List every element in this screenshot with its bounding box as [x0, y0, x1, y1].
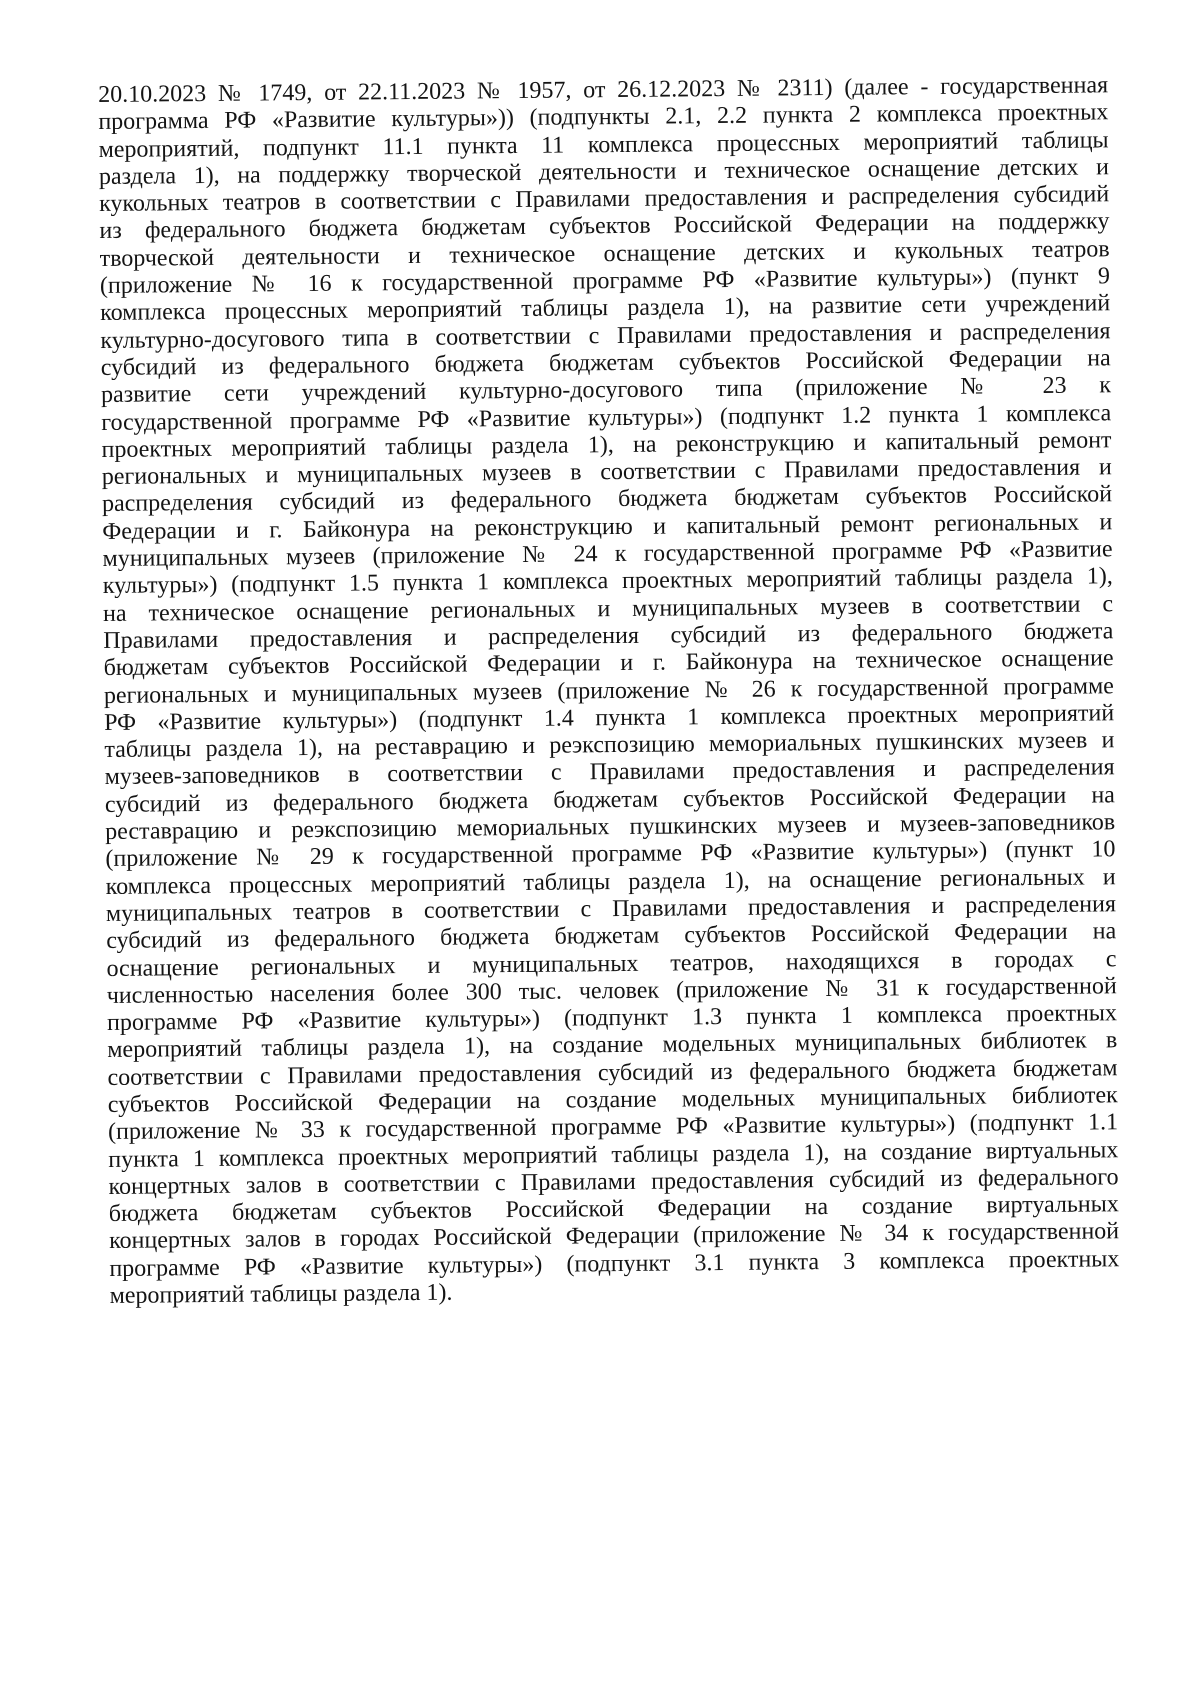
text-line: соответствии с Правилами предоставления субсидий из федерального бюджета бюджетам	[107, 1054, 1118, 1091]
text-line: субъектов Российской Федерации на создание модельных муниципальных библиотек	[107, 1082, 1118, 1118]
text-line: численностью населения более 300 тыс. человек (приложение № 31 к государственной	[106, 973, 1117, 1009]
text-line: субсидий из федерального бюджета бюджетам субъектов Российской Федерации на	[106, 918, 1117, 955]
text-line: субсидий из федерального бюджета бюджетам субъектов Российской Федерации на	[104, 781, 1116, 818]
text-line: Федерации и г. Байконура на реконструкцию и капитальный ремонт региональных и	[102, 509, 1113, 545]
text-line: концертных залов в городах Российской Федерации (приложение № 34 к государственной	[109, 1218, 1120, 1255]
text-line: кукольных театров в соответствии с Правилами предоставления и распределения субсидий	[99, 181, 1110, 218]
text-line: (приложение № 16 к государственной программе РФ «Развитие культуры») (пункт 9	[99, 263, 1111, 300]
text-line: (приложение № 33 к государственной программе РФ «Развитие культуры») (подпункт 1.1	[107, 1109, 1119, 1146]
text-line: субсидий из федерального бюджета бюджетам субъектов Российской Федерации на	[100, 345, 1111, 381]
text-line: региональных и муниципальных музеев в соответствии с Правилами предоставления и	[101, 454, 1112, 491]
text-line: культуры») (подпункт 1.5 пункта 1 комплекса проектных мероприятий таблицы раздела 1),	[102, 563, 1113, 600]
body-text	[98, 72, 1120, 1310]
text-line: бюджета бюджетам субъектов Российской Федерации на создание виртуальных	[108, 1191, 1119, 1228]
text-line: концертных залов в соответствии с Правилами предоставления субсидий из федерального	[108, 1164, 1119, 1200]
text-line: пункта 1 комплекса проектных мероприятий таблицы раздела 1), на создание виртуальных	[108, 1136, 1119, 1173]
text-line: оснащение региональных и муниципальных театров, находящихся в городах с	[106, 945, 1117, 982]
text-line: мероприятий, подпункт 11.1 пункта 11 комплекса процессных мероприятий таблицы	[98, 126, 1109, 163]
text-line: реставрацию и реэкспозицию мемориальных пушкинских музеев и музеев-заповедников	[105, 809, 1116, 845]
text-line: государственной программе РФ «Развитие культуры») (подпункт 1.2 пункта 1 комплекса	[101, 399, 1112, 436]
text-line: мероприятий таблицы раздела 1).	[109, 1279, 453, 1310]
text-line: мероприятий таблицы раздела 1), на создание модельных муниципальных библиотек в	[107, 1027, 1118, 1064]
text-line: 20.10.2023 № 1749, от 22.11.2023 № 1957, от 26.12.2023 № 2311) (далее - государственная	[98, 72, 1109, 108]
text-line: культурно-досугового типа в соответствии с Правилами предоставления и распределения	[100, 317, 1111, 354]
text-line: из федерального бюджета бюджетам субъектов Российской Федерации на поддержку	[99, 208, 1110, 245]
text-line: творческой деятельности и техническое оснащение детских и кукольных театров	[99, 236, 1110, 272]
text-line: (приложение № 29 к государственной программе РФ «Развитие культуры») (пункт 10	[105, 836, 1116, 873]
text-line: раздела 1), на поддержку творческой деятельности и техническое оснащение детских и	[98, 154, 1109, 190]
text-line: муниципальных музеев (приложение № 24 к государственной программе РФ «Развитие	[102, 536, 1113, 573]
document-page	[98, 72, 1120, 1310]
text-line: проектных мероприятий таблицы раздела 1), на реконструкцию и капитальный ремонт	[101, 427, 1112, 463]
text-line: РФ «Развитие культуры») (подпункт 1.4 пункта 1 комплекса проектных мероприятий	[104, 700, 1115, 736]
text-line: региональных и муниципальных музеев (приложение № 26 к государственной программе	[103, 672, 1114, 709]
text-line: программа РФ «Развитие культуры»)) (подпункты 2.1, 2.2 пункта 2 комплекса проектных	[98, 99, 1109, 136]
text-line: комплекса процессных мероприятий таблицы раздела 1), на развитие сети учреждений	[100, 290, 1111, 327]
text-line: музеев-заповедников в соответствии с Правилами предоставления и распределения	[104, 754, 1115, 791]
text-line: Правилами предоставления и распределения субсидий из федерального бюджета	[103, 618, 1114, 654]
text-line: программе РФ «Развитие культуры») (подпункт 3.1 пункта 3 комплекса проектных	[109, 1246, 1120, 1282]
text-line: муниципальных театров в соответствии с Правилами предоставления и распределения	[105, 891, 1117, 927]
text-line: программе РФ «Развитие культуры») (подпункт 1.3 пункта 1 комплекса проектных	[106, 1000, 1118, 1037]
text-line: на техническое оснащение региональных и муниципальных музеев в соответствии с	[102, 590, 1114, 627]
text-line: бюджетам субъектов Российской Федерации и г. Байконура на техническое оснащение	[103, 645, 1114, 682]
text-line: комплекса процессных мероприятий таблицы раздела 1), на оснащение региональных и	[105, 863, 1116, 900]
text-line: таблицы раздела 1), на реставрацию и реэкспозицию мемориальных пушкинских музеев и	[104, 727, 1115, 764]
text-line: распределения субсидий из федерального бюджета бюджетам субъектов Российской	[101, 481, 1113, 518]
text-line: развитие сети учреждений культурно-досугового типа (приложение № 23 к	[100, 372, 1112, 409]
